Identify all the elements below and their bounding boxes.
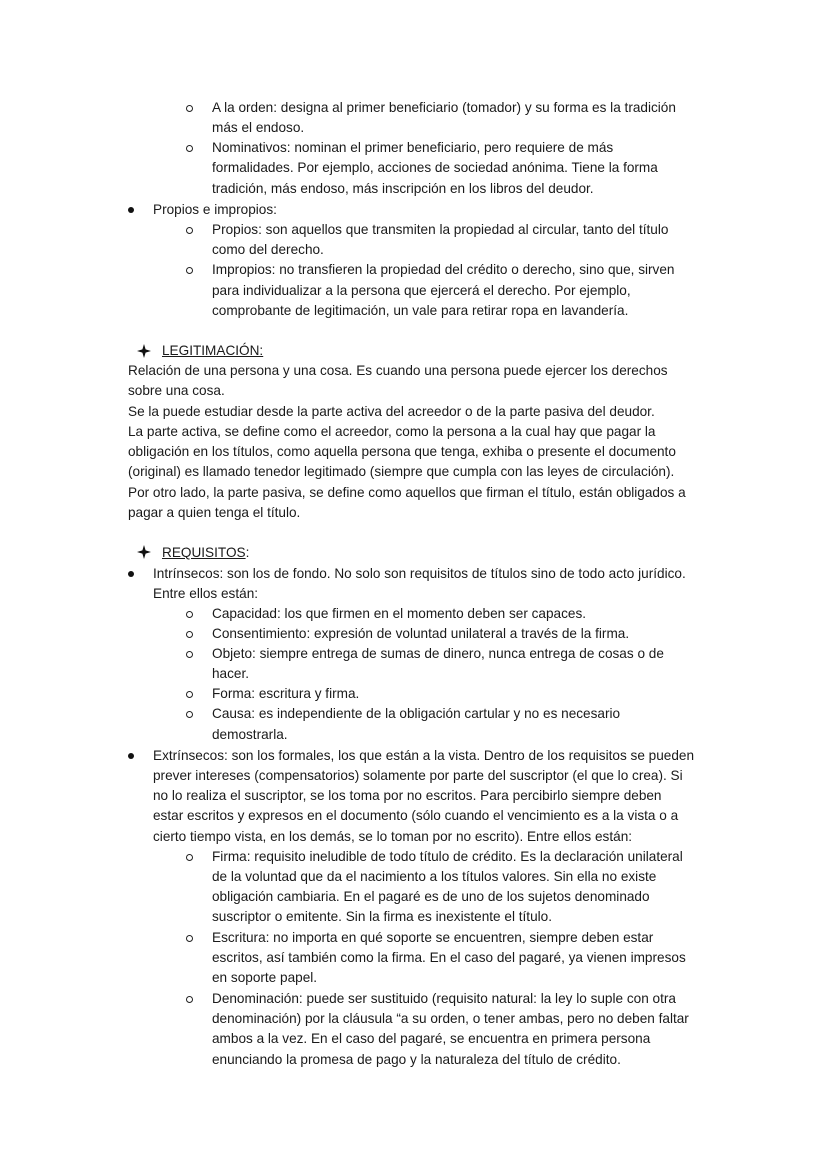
text-line: formalidades. Por ejemplo, acciones de sociedad anónima. Tiene la forma xyxy=(212,160,658,175)
text-line: Nominativos: nominan el primer beneficiario, pero requiere de más xyxy=(212,140,614,155)
hollow-bullet-icon xyxy=(186,935,193,942)
text-line: no lo realiza el suscriptor, se los toma por no escritos. Para percibirlo siempre deben xyxy=(153,788,662,803)
text-line: La parte activa, se define como el acreedor, como la persona a la cual hay que pagar la xyxy=(128,424,656,439)
text-line: hacer. xyxy=(212,666,250,681)
text-line: Consentimiento: expresión de voluntad unilateral a través de la firma. xyxy=(212,626,630,641)
hollow-bullet-icon xyxy=(186,691,193,698)
text-line: cierto tiempo vista, en los demás, se lo toman por no escrito). Entre ellos están: xyxy=(153,829,633,844)
bullet-icon xyxy=(128,753,134,759)
text-line: en soporte papel. xyxy=(212,970,318,985)
text-line: pagar a quien tenga el título. xyxy=(128,505,301,520)
hollow-bullet-icon xyxy=(186,711,193,718)
text-line: estar escritos y expresos en el documento (sólo cuando el vencimiento es a la vista o a xyxy=(153,808,679,823)
text-line: Relación de una persona y una cosa. Es cuando una persona puede ejercer los derechos xyxy=(128,363,668,378)
text-line: Capacidad: los que firmen en el momento deben ser capaces. xyxy=(212,606,587,621)
text-line: obligación en los títulos, como aquella persona que tenga, exhiba o presente el documento xyxy=(128,444,676,459)
hollow-bullet-icon xyxy=(186,854,193,861)
text-line: ambos a la vez. En el caso del pagaré, se encuentra en primera persona xyxy=(212,1031,651,1046)
text-line: denominación) por la cláusula “a su orden, o tener ambas, pero no deben faltar xyxy=(212,1011,689,1026)
text-line: Intrínsecos: son los de fondo. No solo son requisitos de títulos sino de todo acto jurídico. xyxy=(153,566,686,581)
text-line: Extrínsecos: son los formales, los que están a la vista. Dentro de los requisitos se pueden xyxy=(153,748,695,763)
hollow-bullet-icon xyxy=(186,267,193,274)
diamond-bullet-icon xyxy=(137,545,151,559)
text-line: suscriptor o emitente. Sin la firma es inexistente el título. xyxy=(212,909,552,924)
text-line: más el endoso. xyxy=(212,120,305,135)
text-line: obligación cambiaria. En el pagaré es de uno de los sujetos denominado xyxy=(212,889,650,904)
text-line: Objeto: siempre entrega de sumas de dinero, nunca entrega de cosas o de xyxy=(212,646,664,661)
hollow-bullet-icon xyxy=(186,996,193,1003)
text-line: Se la puede estudiar desde la parte activa del acreedor o de la parte pasiva del deudor. xyxy=(128,404,655,419)
section-heading-requisitos-label: REQUISITOS xyxy=(162,545,246,560)
diamond-bullet-icon xyxy=(137,344,151,358)
text-line: (original) es llamado tenedor legitimado (siempre que cumpla con las leyes de circulación). xyxy=(128,464,675,479)
text-line: Impropios: no transfieren la propiedad del crédito o derecho, sino que, sirven xyxy=(212,262,675,277)
text-line: Propios e impropios: xyxy=(153,202,277,217)
text-line: A la orden: designa al primer beneficiario (tomador) y su forma es la tradición xyxy=(212,100,676,115)
text-line: tradición, más endoso, más inscripción en los libros del deudor. xyxy=(212,181,594,196)
text-line: Escritura: no importa en qué soporte se encuentren, siempre deben estar xyxy=(212,930,654,945)
text-line: Denominación: puede ser sustituido (requisito natural: la ley lo suple con otra xyxy=(212,991,676,1006)
section-heading-legitimacion: LEGITIMACIÓN: xyxy=(162,343,264,358)
text-line: enunciando la promesa de pago y la naturaleza del título de crédito. xyxy=(212,1052,621,1067)
text-line: Causa: es independiente de la obligación cartular y no es necesario xyxy=(212,706,621,721)
text-line: Forma: escritura y firma. xyxy=(212,686,360,701)
text-line: como del derecho. xyxy=(212,242,324,257)
text-line: Propios: son aquellos que transmiten la propiedad al circular, tanto del título xyxy=(212,222,669,237)
text-line: sobre una cosa. xyxy=(128,383,225,398)
text-line: comprobante de legitimación, un vale para retirar ropa en lavandería. xyxy=(212,303,629,318)
hollow-bullet-icon xyxy=(186,145,193,152)
hollow-bullet-icon xyxy=(186,631,193,638)
bullet-icon xyxy=(128,207,134,213)
text-line: de la voluntad que da el nacimiento a los títulos valores. Sin ella no existe xyxy=(212,869,657,884)
hollow-bullet-icon xyxy=(186,611,193,618)
section-heading-requisitos xyxy=(162,543,249,563)
text-line: Firma: requisito ineludible de todo título de crédito. Es la declaración unilateral xyxy=(212,849,683,864)
text-line: prever intereses (compensatorios) solamente por parte del suscriptor (el que lo crea). Si xyxy=(153,768,683,783)
hollow-bullet-icon xyxy=(186,227,193,234)
hollow-bullet-icon xyxy=(186,651,193,658)
heading-colon: : xyxy=(245,545,250,560)
text-line: Por otro lado, la parte pasiva, se define como aquellos que firman el título, están obligados a xyxy=(128,485,686,500)
hollow-bullet-icon xyxy=(186,105,193,112)
text-line: Entre ellos están: xyxy=(153,586,259,601)
text-line: para individualizar a la persona que ejercerá el derecho. Por ejemplo, xyxy=(212,283,631,298)
bullet-icon xyxy=(128,571,134,577)
text-line: escritos, así también como la firma. En el caso del pagaré, ya vienen impresos xyxy=(212,950,686,965)
text-line: demostrarla. xyxy=(212,727,288,742)
